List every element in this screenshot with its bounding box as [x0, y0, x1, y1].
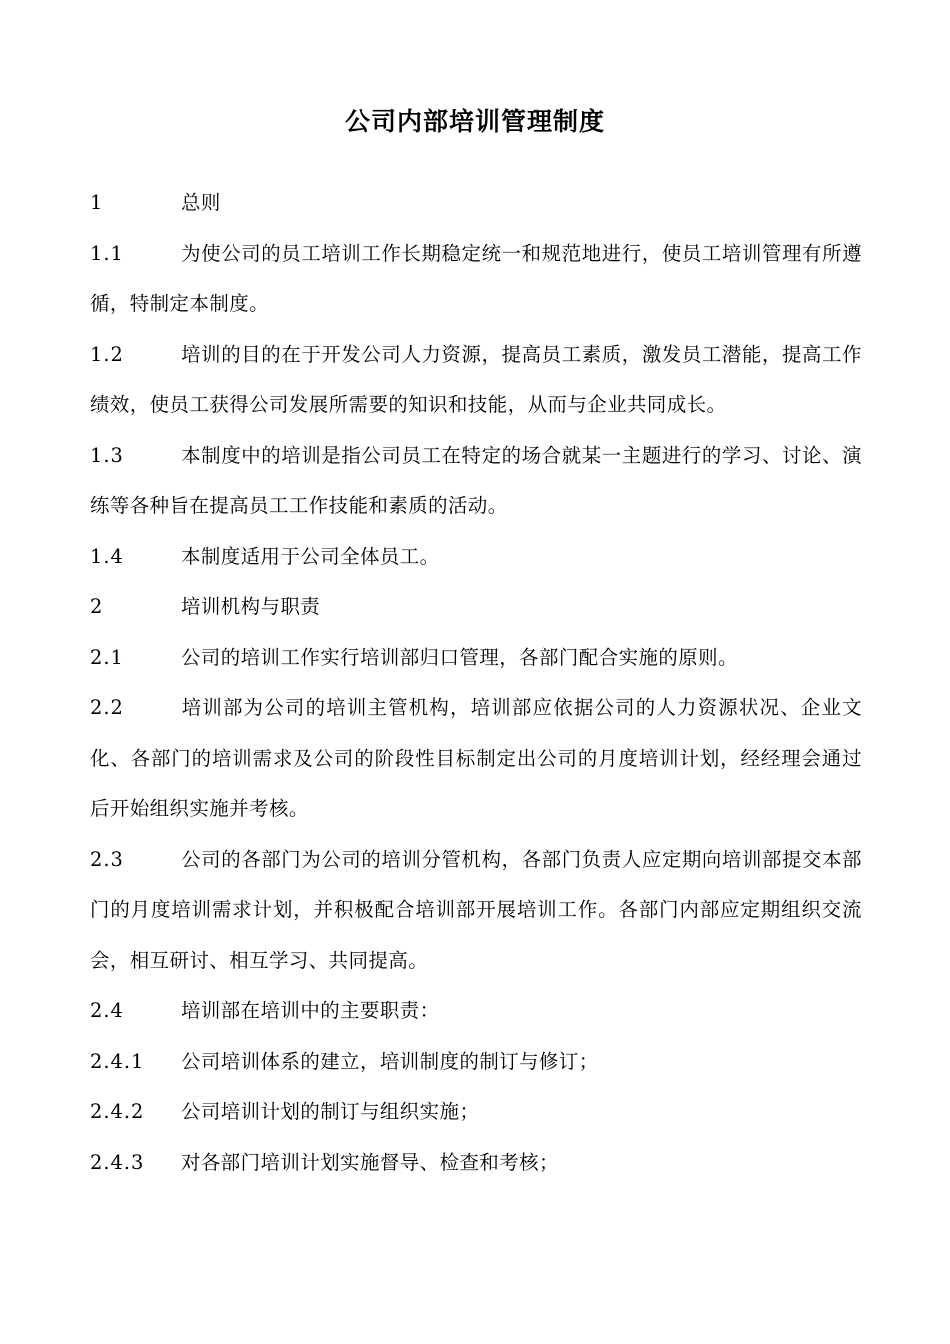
section-text: 对各部门培训计划实施督导、检查和考核；: [181, 1150, 559, 1174]
section-number: 2.2: [90, 696, 124, 719]
section-2-1: [90, 633, 862, 684]
section-text: 总则: [181, 191, 221, 214]
section-text: 公司培训计划的制订与组织实施；: [181, 1100, 480, 1123]
section-text: 培训部为公司的培训主管机构，培训部应依据公司的人力资源状况、企业文化、各部门的培训需求及公司的阶段性目标制定出公司的月度培训计划，经经理会通过后开始组织实施并考核。: [90, 696, 862, 820]
section-number: 2.4.1: [90, 1049, 145, 1073]
section-number: 1.4: [90, 544, 124, 568]
section-1-3: [90, 431, 862, 532]
section-text: 本制度中的培训是指公司员工在特定的场合就某一主题进行的学习、讨论、演练等各种旨在提高员工工作技能和素质的活动。: [90, 443, 862, 517]
section-number: 1.1: [90, 241, 124, 265]
section-2-2: [90, 683, 862, 835]
document-body: [90, 178, 862, 1188]
section-text: 本制度适用于公司全体员工。: [181, 544, 440, 568]
section-2-4: [90, 986, 862, 1037]
section-2-3: [90, 835, 862, 987]
section-text: 公司的培训工作实行培训部归口管理，各部门配合实施的原则。: [181, 645, 738, 669]
section-text: 培训部在培训中的主要职责：: [181, 999, 440, 1022]
section-number: 1: [90, 191, 104, 214]
section-text: 培训机构与职责: [181, 595, 321, 618]
section-2-4-2: [90, 1087, 862, 1138]
section-number: 2.4.3: [90, 1150, 145, 1174]
document-title: 公司内部培训管理制度: [344, 107, 605, 136]
section-number: 2.1: [90, 645, 124, 669]
section-number: 1.3: [90, 443, 124, 467]
section-2-4-1: [90, 1037, 862, 1088]
section-text: 为使公司的员工培训工作长期稳定统一和规范地进行，使员工培训管理有所遵循，特制定本制度。: [90, 241, 862, 315]
section-1-4: [90, 532, 862, 583]
section-1-2: [90, 330, 862, 431]
section-number: 2.3: [90, 847, 124, 871]
section-text: 培训的目的在于开发公司人力资源，提高员工素质，激发员工潜能，提高工作绩效，使员工获得公司发展所需要的知识和技能，从而与企业共同成长。: [90, 342, 862, 416]
section-text: 公司培训体系的建立，培训制度的制订与修订；: [181, 1049, 599, 1073]
section-1: [90, 178, 862, 229]
section-number: 2.4: [90, 999, 124, 1022]
section-number: 1.2: [90, 342, 124, 366]
section-2-4-3: [90, 1138, 862, 1189]
section-1-1: [90, 229, 862, 330]
section-text: 公司的各部门为公司的培训分管机构，各部门负责人应定期向培训部提交本部门的月度培训需求计划，并积极配合培训部开展培训工作。各部门内部应定期组织交流会，相互研讨、相互学习、共同提高。: [90, 847, 862, 972]
section-2: [90, 582, 862, 633]
section-number: 2: [90, 595, 104, 618]
section-number: 2.4.2: [90, 1100, 145, 1123]
